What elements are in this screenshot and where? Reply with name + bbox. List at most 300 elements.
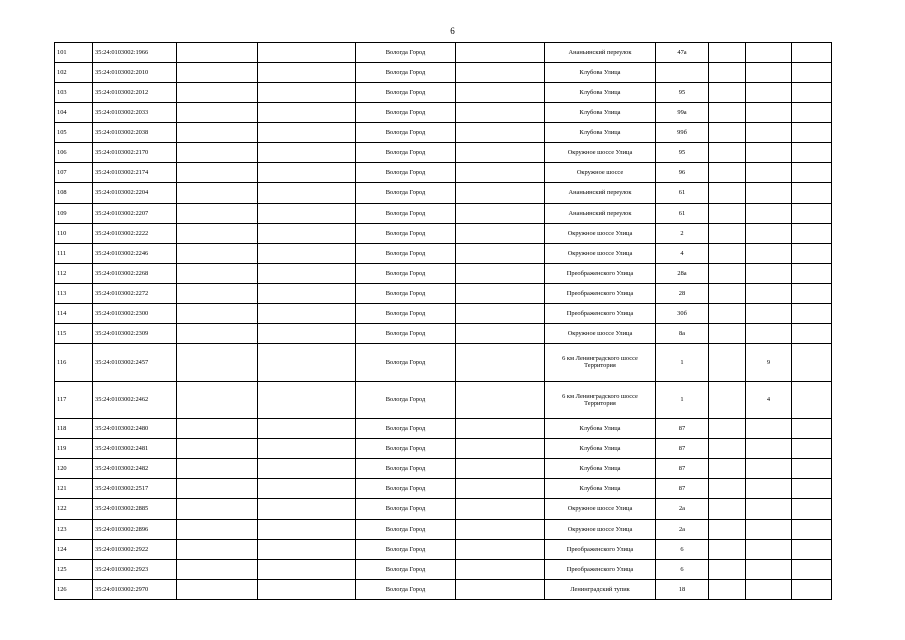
row-number-cell: 126 [55, 579, 93, 599]
row-number-cell: 121 [55, 479, 93, 499]
empty-cell [177, 559, 258, 579]
flat-cell [746, 103, 792, 123]
empty-cell [258, 519, 356, 539]
empty-cell [456, 323, 545, 343]
flat-cell [746, 323, 792, 343]
cadastral-number-cell: 35:24:0103002:2300 [93, 303, 177, 323]
table-row [55, 43, 832, 63]
empty-cell [709, 459, 746, 479]
city-cell: Вологда Город [356, 479, 456, 499]
street-cell: Преображенского Улица [545, 539, 656, 559]
empty-cell [177, 103, 258, 123]
cadastral-number-cell: 35:24:0103002:2207 [93, 203, 177, 223]
row-number-cell: 107 [55, 163, 93, 183]
empty-cell [177, 519, 258, 539]
flat-cell [746, 459, 792, 479]
empty-cell [456, 243, 545, 263]
house-cell: 95 [656, 143, 709, 163]
cadastral-number-cell: 35:24:0103002:2204 [93, 183, 177, 203]
flat-cell [746, 559, 792, 579]
flat-cell [746, 419, 792, 439]
table-row [55, 263, 832, 283]
city-cell: Вологда Город [356, 63, 456, 83]
empty-cell [258, 439, 356, 459]
street-cell: Преображенского Улица [545, 559, 656, 579]
cadastral-number-cell: 35:24:0103002:2922 [93, 539, 177, 559]
empty-cell [792, 303, 832, 323]
empty-cell [177, 123, 258, 143]
house-cell: 95 [656, 83, 709, 103]
table-row [55, 499, 832, 519]
city-cell: Вологда Город [356, 123, 456, 143]
flat-cell [746, 519, 792, 539]
house-cell: 87 [656, 419, 709, 439]
cadastral-number-cell: 35:24:0103002:2246 [93, 243, 177, 263]
table-row [55, 459, 832, 479]
table-row [55, 203, 832, 223]
empty-cell [258, 283, 356, 303]
flat-cell [746, 303, 792, 323]
row-number-cell: 125 [55, 559, 93, 579]
empty-cell [709, 419, 746, 439]
row-number-cell: 115 [55, 323, 93, 343]
empty-cell [792, 539, 832, 559]
empty-cell [456, 519, 545, 539]
street-cell: Преображенского Улица [545, 263, 656, 283]
row-number-cell: 120 [55, 459, 93, 479]
row-number-cell: 111 [55, 243, 93, 263]
cadastral-number-cell: 35:24:0103002:2033 [93, 103, 177, 123]
row-number-cell: 103 [55, 83, 93, 103]
house-cell: 87 [656, 439, 709, 459]
flat-cell [746, 479, 792, 499]
house-cell: 28 [656, 283, 709, 303]
cadastral-number-cell: 35:24:0103002:2923 [93, 559, 177, 579]
empty-cell [709, 303, 746, 323]
house-cell: 99а [656, 103, 709, 123]
street-cell: Ленинградский тупик [545, 579, 656, 599]
table-row [55, 63, 832, 83]
street-cell: Клубова Улица [545, 123, 656, 143]
empty-cell [792, 63, 832, 83]
empty-cell [456, 123, 545, 143]
street-cell: Окружное шоссе [545, 163, 656, 183]
street-cell: Клубова Улица [545, 479, 656, 499]
cadastral-number-cell: 35:24:0103002:2482 [93, 459, 177, 479]
page-number: 6 [450, 26, 455, 36]
empty-cell [177, 63, 258, 83]
table-row [55, 419, 832, 439]
empty-cell [258, 323, 356, 343]
empty-cell [792, 479, 832, 499]
row-number-cell: 101 [55, 43, 93, 63]
cadastral-number-cell: 35:24:0103002:2170 [93, 143, 177, 163]
table-row [55, 83, 832, 103]
empty-cell [258, 223, 356, 243]
empty-cell [177, 263, 258, 283]
house-cell: 28а [656, 263, 709, 283]
flat-cell [746, 183, 792, 203]
city-cell: Вологда Город [356, 203, 456, 223]
cadastral-number-cell: 35:24:0103002:2309 [93, 323, 177, 343]
empty-cell [258, 499, 356, 519]
flat-cell [746, 83, 792, 103]
table-row [55, 381, 832, 419]
house-cell: 61 [656, 183, 709, 203]
city-cell: Вологда Город [356, 263, 456, 283]
city-cell: Вологда Город [356, 439, 456, 459]
empty-cell [258, 579, 356, 599]
street-cell: Клубова Улица [545, 63, 656, 83]
empty-cell [792, 163, 832, 183]
empty-cell [709, 123, 746, 143]
city-cell: Вологда Город [356, 559, 456, 579]
empty-cell [456, 579, 545, 599]
empty-cell [456, 163, 545, 183]
row-number-cell: 110 [55, 223, 93, 243]
row-number-cell: 104 [55, 103, 93, 123]
table-row [55, 343, 832, 381]
empty-cell [177, 499, 258, 519]
flat-cell [746, 263, 792, 283]
street-cell: Окружное шоссе Улица [545, 499, 656, 519]
house-cell: 2 [656, 223, 709, 243]
cadastral-number-cell: 35:24:0103002:1966 [93, 43, 177, 63]
empty-cell [456, 223, 545, 243]
empty-cell [456, 381, 545, 419]
empty-cell [792, 123, 832, 143]
flat-cell [746, 439, 792, 459]
empty-cell [709, 183, 746, 203]
empty-cell [709, 203, 746, 223]
empty-cell [709, 143, 746, 163]
city-cell: Вологда Город [356, 243, 456, 263]
empty-cell [258, 539, 356, 559]
empty-cell [709, 381, 746, 419]
cadastral-number-cell: 35:24:0103002:2038 [93, 123, 177, 143]
city-cell: Вологда Город [356, 283, 456, 303]
city-cell: Вологда Город [356, 83, 456, 103]
city-cell: Вологда Город [356, 343, 456, 381]
empty-cell [258, 103, 356, 123]
empty-cell [177, 43, 258, 63]
empty-cell [258, 183, 356, 203]
empty-cell [709, 439, 746, 459]
flat-cell [746, 283, 792, 303]
empty-cell [258, 63, 356, 83]
cadastral-number-cell: 35:24:0103002:2896 [93, 519, 177, 539]
street-cell: Клубова Улица [545, 439, 656, 459]
empty-cell [177, 539, 258, 559]
empty-cell [709, 103, 746, 123]
empty-cell [709, 63, 746, 83]
empty-cell [456, 203, 545, 223]
street-cell: Клубова Улица [545, 419, 656, 439]
street-cell: Ананьинский переулок [545, 183, 656, 203]
row-number-cell: 112 [55, 263, 93, 283]
table-row [55, 323, 832, 343]
row-number-cell: 114 [55, 303, 93, 323]
street-cell: Ананьинский переулок [545, 43, 656, 63]
flat-cell: 4 [746, 381, 792, 419]
house-cell: 6 [656, 539, 709, 559]
empty-cell [709, 539, 746, 559]
row-number-cell: 123 [55, 519, 93, 539]
empty-cell [456, 499, 545, 519]
empty-cell [709, 243, 746, 263]
house-cell: 1 [656, 343, 709, 381]
empty-cell [456, 459, 545, 479]
empty-cell [456, 103, 545, 123]
empty-cell [177, 243, 258, 263]
empty-cell [709, 223, 746, 243]
row-number-cell: 122 [55, 499, 93, 519]
flat-cell [746, 203, 792, 223]
house-cell: 4 [656, 243, 709, 263]
empty-cell [792, 559, 832, 579]
empty-cell [709, 163, 746, 183]
flat-cell [746, 43, 792, 63]
city-cell: Вологда Город [356, 579, 456, 599]
city-cell: Вологда Город [356, 381, 456, 419]
table-row [55, 103, 832, 123]
empty-cell [456, 559, 545, 579]
row-number-cell: 108 [55, 183, 93, 203]
house-cell: 8а [656, 323, 709, 343]
empty-cell [456, 263, 545, 283]
flat-cell [746, 223, 792, 243]
street-cell: Окружное шоссе Улица [545, 519, 656, 539]
flat-cell [746, 499, 792, 519]
empty-cell [177, 459, 258, 479]
street-cell: 6 км Ленинградского шоссе Территория [545, 343, 656, 381]
city-cell: Вологда Город [356, 323, 456, 343]
cadastral-number-cell: 35:24:0103002:2481 [93, 439, 177, 459]
street-cell: Клубова Улица [545, 103, 656, 123]
row-number-cell: 117 [55, 381, 93, 419]
city-cell: Вологда Город [356, 519, 456, 539]
empty-cell [258, 459, 356, 479]
empty-cell [792, 343, 832, 381]
empty-cell [709, 499, 746, 519]
empty-cell [177, 163, 258, 183]
table-row [55, 303, 832, 323]
empty-cell [792, 203, 832, 223]
table-row [55, 163, 832, 183]
empty-cell [258, 163, 356, 183]
city-cell: Вологда Город [356, 143, 456, 163]
street-cell: 6 км Ленинградского шоссе Территория [545, 381, 656, 419]
row-number-cell: 102 [55, 63, 93, 83]
flat-cell [746, 163, 792, 183]
empty-cell [456, 539, 545, 559]
flat-cell [746, 143, 792, 163]
table-row [55, 123, 832, 143]
flat-cell: 9 [746, 343, 792, 381]
empty-cell [792, 579, 832, 599]
city-cell: Вологда Город [356, 223, 456, 243]
house-cell: 87 [656, 479, 709, 499]
empty-cell [456, 343, 545, 381]
empty-cell [709, 323, 746, 343]
house-cell: 1 [656, 381, 709, 419]
empty-cell [177, 479, 258, 499]
empty-cell [792, 519, 832, 539]
empty-cell [177, 223, 258, 243]
cadastral-number-cell: 35:24:0103002:2268 [93, 263, 177, 283]
empty-cell [709, 343, 746, 381]
empty-cell [258, 243, 356, 263]
empty-cell [709, 479, 746, 499]
empty-cell [792, 323, 832, 343]
empty-cell [792, 439, 832, 459]
flat-cell [746, 123, 792, 143]
house-cell: 6 [656, 559, 709, 579]
house-cell: 18 [656, 579, 709, 599]
street-cell: Окружное шоссе Улица [545, 223, 656, 243]
empty-cell [792, 143, 832, 163]
empty-cell [456, 63, 545, 83]
empty-cell [258, 123, 356, 143]
table-row [55, 143, 832, 163]
empty-cell [177, 579, 258, 599]
empty-cell [456, 439, 545, 459]
empty-cell [792, 381, 832, 419]
empty-cell [456, 183, 545, 203]
city-cell: Вологда Город [356, 459, 456, 479]
city-cell: Вологда Город [356, 499, 456, 519]
registry-body [55, 43, 832, 600]
empty-cell [258, 263, 356, 283]
city-cell: Вологда Город [356, 539, 456, 559]
row-number-cell: 116 [55, 343, 93, 381]
empty-cell [258, 43, 356, 63]
empty-cell [792, 243, 832, 263]
empty-cell [177, 83, 258, 103]
cadastral-number-cell: 35:24:0103002:2970 [93, 579, 177, 599]
empty-cell [177, 203, 258, 223]
empty-cell [177, 343, 258, 381]
empty-cell [258, 303, 356, 323]
empty-cell [709, 579, 746, 599]
table-row [55, 183, 832, 203]
row-number-cell: 124 [55, 539, 93, 559]
empty-cell [258, 479, 356, 499]
cadastral-number-cell: 35:24:0103002:2885 [93, 499, 177, 519]
table-row [55, 223, 832, 243]
flat-cell [746, 243, 792, 263]
street-cell: Клубова Улица [545, 83, 656, 103]
empty-cell [258, 343, 356, 381]
house-cell: 99б [656, 123, 709, 143]
empty-cell [709, 519, 746, 539]
cadastral-number-cell: 35:24:0103002:2010 [93, 63, 177, 83]
table-row [55, 579, 832, 599]
empty-cell [456, 479, 545, 499]
cadastral-number-cell: 35:24:0103002:2174 [93, 163, 177, 183]
empty-cell [258, 419, 356, 439]
street-cell: Ананьинский переулок [545, 203, 656, 223]
street-cell: Преображенского Улица [545, 283, 656, 303]
empty-cell [456, 143, 545, 163]
empty-cell [792, 43, 832, 63]
empty-cell [177, 439, 258, 459]
house-cell: 87 [656, 459, 709, 479]
registry-table [54, 42, 832, 600]
table-row [55, 243, 832, 263]
cadastral-number-cell: 35:24:0103002:2462 [93, 381, 177, 419]
empty-cell [177, 143, 258, 163]
cadastral-number-cell: 35:24:0103002:2457 [93, 343, 177, 381]
empty-cell [258, 559, 356, 579]
empty-cell [709, 83, 746, 103]
house-cell: 96 [656, 163, 709, 183]
empty-cell [456, 283, 545, 303]
street-cell: Окружное шоссе Улица [545, 243, 656, 263]
city-cell: Вологда Город [356, 419, 456, 439]
empty-cell [792, 283, 832, 303]
cadastral-number-cell: 35:24:0103002:2480 [93, 419, 177, 439]
empty-cell [792, 459, 832, 479]
empty-cell [177, 381, 258, 419]
street-cell: Преображенского Улица [545, 303, 656, 323]
street-cell: Клубова Улица [545, 459, 656, 479]
empty-cell [792, 103, 832, 123]
row-number-cell: 105 [55, 123, 93, 143]
table-row [55, 539, 832, 559]
empty-cell [456, 43, 545, 63]
empty-cell [456, 419, 545, 439]
empty-cell [258, 203, 356, 223]
flat-cell [746, 579, 792, 599]
city-cell: Вологда Город [356, 183, 456, 203]
city-cell: Вологда Город [356, 163, 456, 183]
empty-cell [792, 183, 832, 203]
street-cell: Окружное шоссе Улица [545, 143, 656, 163]
table-row [55, 283, 832, 303]
empty-cell [456, 303, 545, 323]
flat-cell [746, 63, 792, 83]
empty-cell [792, 419, 832, 439]
flat-cell [746, 539, 792, 559]
house-cell: 2а [656, 499, 709, 519]
house-cell [656, 63, 709, 83]
row-number-cell: 118 [55, 419, 93, 439]
empty-cell [258, 83, 356, 103]
empty-cell [177, 283, 258, 303]
table-row [55, 519, 832, 539]
empty-cell [258, 381, 356, 419]
street-cell: Окружное шоссе Улица [545, 323, 656, 343]
house-cell: 2а [656, 519, 709, 539]
house-cell: 30б [656, 303, 709, 323]
city-cell: Вологда Город [356, 303, 456, 323]
empty-cell [177, 419, 258, 439]
row-number-cell: 106 [55, 143, 93, 163]
table-row [55, 479, 832, 499]
empty-cell [177, 303, 258, 323]
empty-cell [177, 183, 258, 203]
empty-cell [709, 559, 746, 579]
house-cell: 47а [656, 43, 709, 63]
cadastral-number-cell: 35:24:0103002:2012 [93, 83, 177, 103]
cadastral-number-cell: 35:24:0103002:2517 [93, 479, 177, 499]
empty-cell [792, 83, 832, 103]
row-number-cell: 113 [55, 283, 93, 303]
row-number-cell: 109 [55, 203, 93, 223]
empty-cell [792, 263, 832, 283]
table-row [55, 439, 832, 459]
